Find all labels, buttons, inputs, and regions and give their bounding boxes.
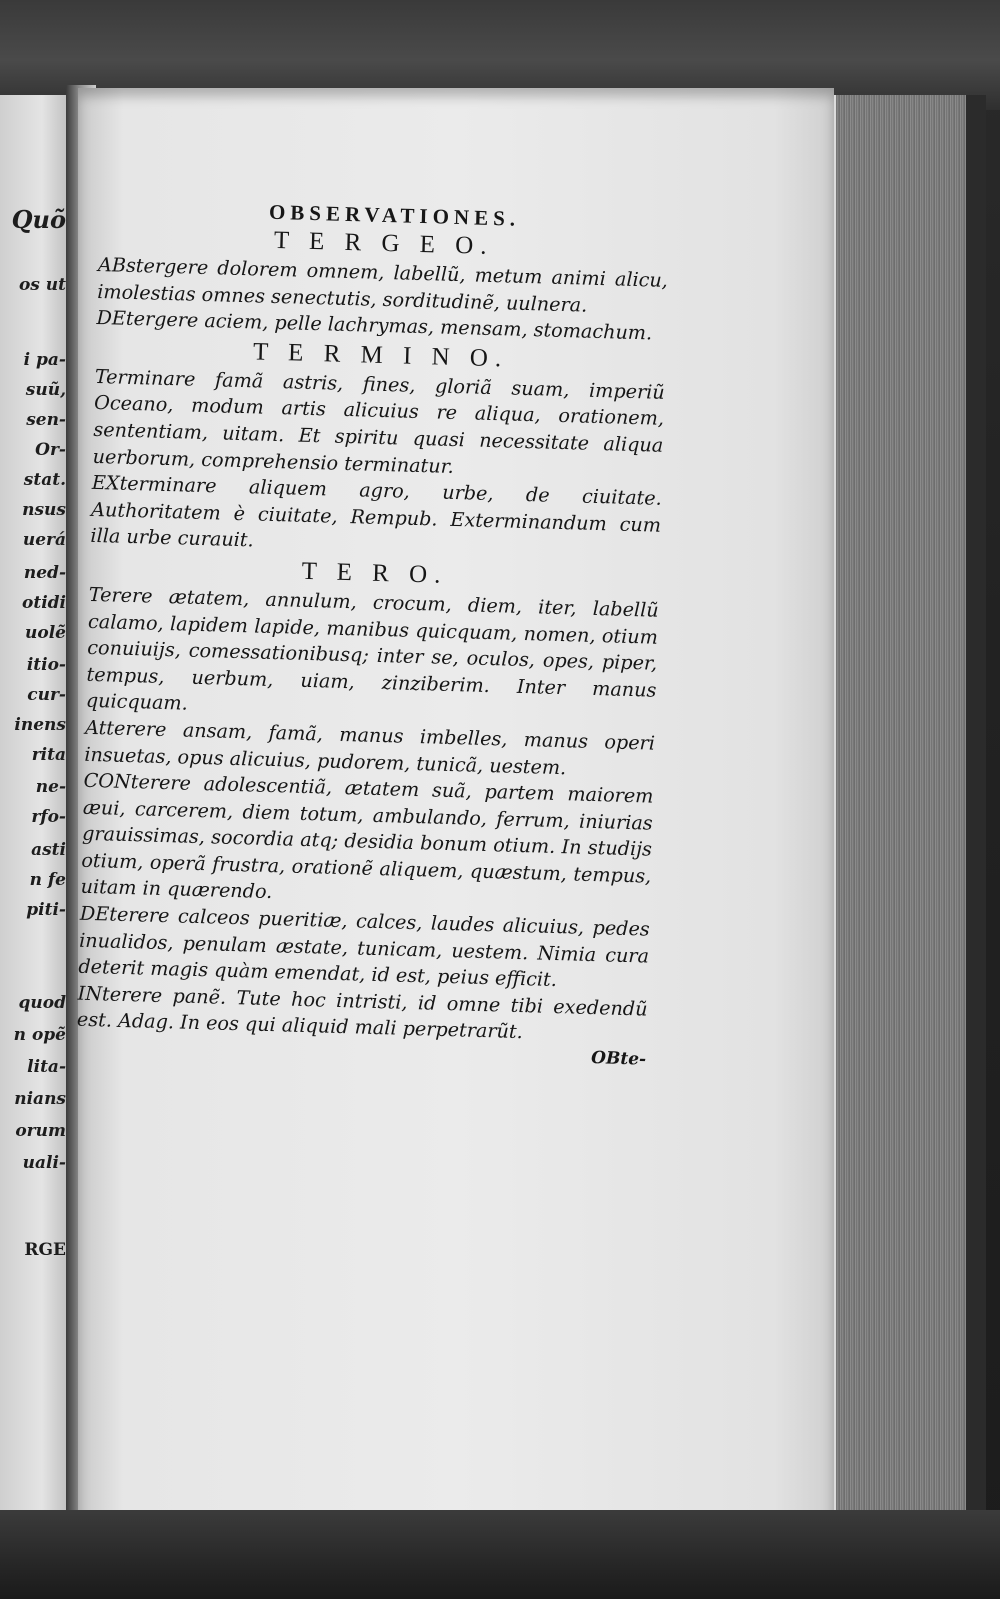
section-title-termino: T E R M I N O. [252, 338, 509, 373]
left-fragment: RGE [24, 1240, 66, 1260]
entry: EXterminare aliquem agro, urbe, de ciuitate. Authoritatem è ciuitate, Rempub. Exterminandum cum illa urbe curauit. [90, 471, 663, 552]
left-fragment: Or- [35, 440, 66, 460]
table-shadow [0, 1510, 1000, 1599]
section-title-tero: T E R O. [301, 557, 448, 589]
left-fragment: suũ, [25, 380, 66, 400]
entry: DEterere calceos pueritiæ, calces, laudes alicuius, pedes inualidos, penulam æstate, tunicam, uestem. Nimia cura deterit magis quàm emendat, id est, peius efficit. [78, 901, 651, 992]
page-edges [834, 95, 986, 1525]
left-fragment: ne- [35, 777, 66, 797]
left-fragment: i pa- [23, 350, 66, 370]
entry: Atterere ansam, famã, manus imbelles, manus operi insuetas, opus alicuius, pudorem, tunicã, uestem. [84, 715, 656, 779]
left-fragment: uolẽ [25, 623, 66, 643]
left-fragment: orum [15, 1121, 66, 1141]
left-fragment: nsus [22, 500, 66, 520]
left-fragment: stat. [23, 470, 66, 490]
left-fragment: itio- [26, 655, 66, 675]
left-fragment: n opẽ [13, 1025, 66, 1045]
entry: Terere ætatem, annulum, crocum, diem, iter, labellũ calamo, lapidem lapide, manibus quicquam, nomen, otium conuiuijs, comessationibusq; inter se, oculos, opes, piper, tempus, uerbum, uiam, zinziberim. Inter manus quicquam. [85, 582, 659, 715]
left-fragment: inens [14, 715, 66, 735]
left-fragment: piti- [26, 900, 66, 920]
left-fragment: sen- [26, 410, 66, 430]
catchword: OBte- [590, 1048, 647, 1070]
left-fragment: Quõ [11, 205, 66, 234]
entry: Terminare famã astris, fines, gloriã suam, imperiũ Oceano, modum artis alicuius re aliqua, orationem, sententiam, uitam. Et spiritu quasi necessitate aliqua uerborum, comprehensio terminatur. [92, 364, 666, 478]
running-head: OBSERVATIONES. [268, 199, 521, 231]
left-fragment: rita [31, 745, 66, 765]
left-fragment: ned- [23, 563, 66, 583]
left-fragment: uerá [22, 530, 66, 550]
left-fragment: n fe [29, 870, 66, 890]
left-fragment: rfo- [31, 807, 66, 827]
entry: CONterere adolescentiã, ætatem suã, partem maiorem æui, carcerem, diem totum, ambulando, ferrum, iniurias grauissimas, socordia atq; desidia bonum otium. In studijs otium, operã frustra, orationẽ aliquem, quæstum, tempus, uitam in quærendo. [80, 768, 654, 904]
left-fragment: quod [18, 993, 66, 1013]
entry: INterere panẽ. Tute hoc intristi, id omne tibi exedendũ est. Adag. In eos qui aliquid mali perpetrarũt. [76, 981, 648, 1044]
left-fragment: asti [31, 840, 66, 860]
left-fragment: lita- [27, 1057, 66, 1077]
left-fragment: uali- [22, 1153, 66, 1173]
page-text [76, 195, 670, 1080]
left-page [0, 95, 73, 1515]
left-fragment: otidi [22, 593, 66, 613]
section-title-tergeo: T E R G E O. [273, 226, 494, 261]
left-fragment: nians [14, 1089, 66, 1109]
entry: DEtergere aciem, pelle lachrymas, mensam, stomachum. [96, 306, 653, 345]
entry: ABstergere dolorem omnem, labellũ, metum animi alicu, imolestias omnes senectutis, sorditudinẽ, uulnera. [96, 252, 669, 317]
left-fragment: os ut [18, 275, 66, 295]
left-fragment: cur- [27, 685, 66, 705]
